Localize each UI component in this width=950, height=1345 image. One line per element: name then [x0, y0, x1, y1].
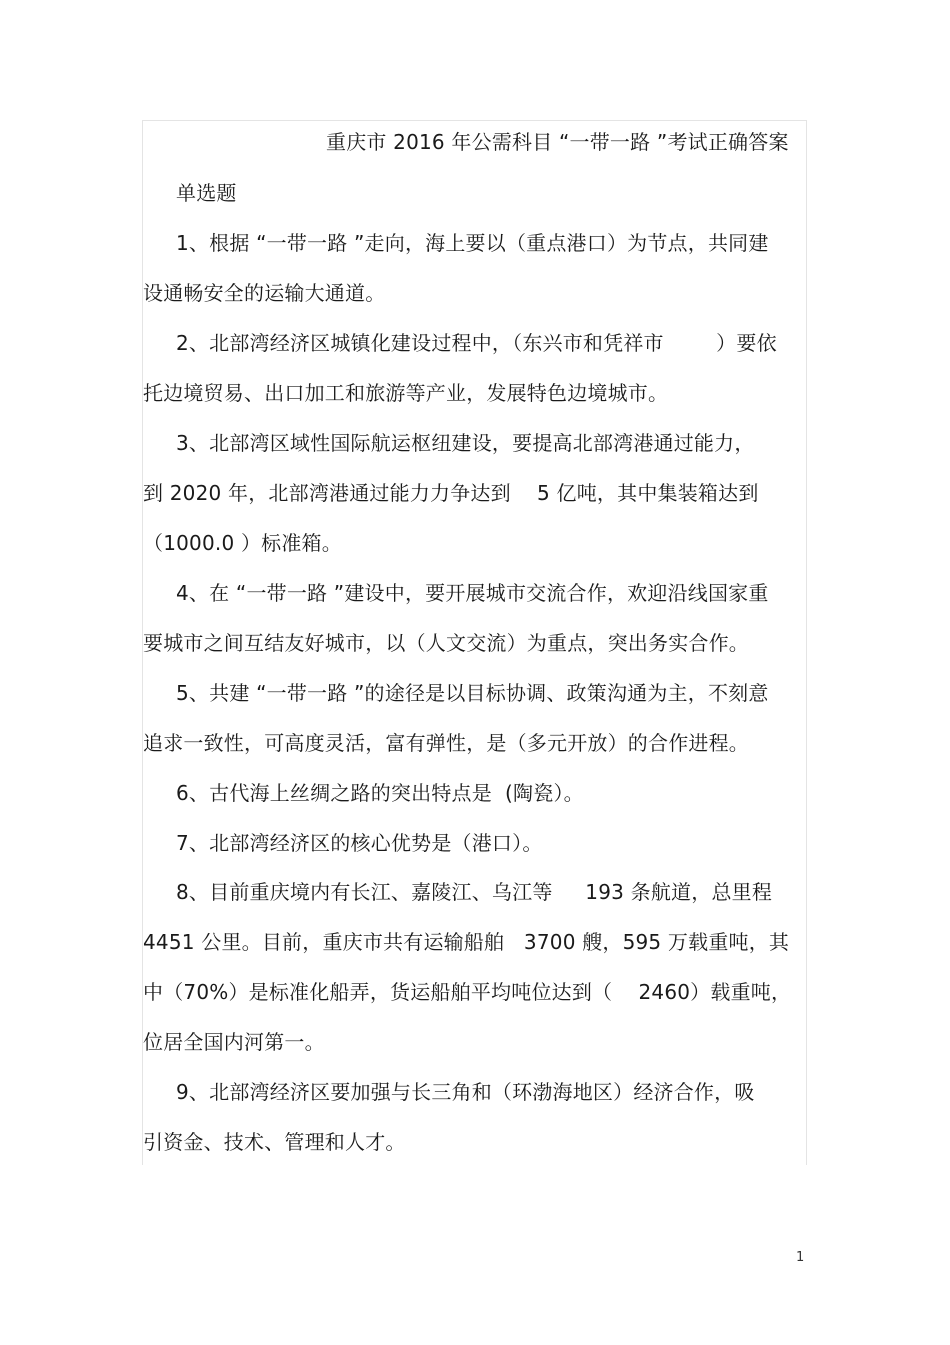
question-5-line-2: 追求一致性，可高度灵活，富有弹性，是（多元开放）的合作进程。 — [143, 731, 749, 755]
question-4-line-2: 要城市之间互结友好城市，以（人文交流）为重点，突出务实合作。 — [143, 631, 749, 655]
question-3-line-1: 3、北部湾区域性国际航运枢纽建设，要提高北部湾港通过能力， — [176, 431, 755, 455]
question-3-line-3: （1000.0 ）标准箱。 — [143, 531, 342, 555]
question-2-line-1: 2、北部湾经济区城镇化建设过程中，（东兴市和凭祥市 ）要依 — [176, 331, 777, 355]
question-3-line-2: 到 2020 年，北部湾港通过能力力争达到 5 亿吨，其中集装箱达到 — [143, 481, 759, 505]
question-2-line-2: 托边境贸易、出口加工和旅游等产业，发展特色边境城市。 — [143, 381, 669, 405]
question-6-line-1: 6、古代海上丝绸之路的突出特点是 (陶瓷）。 — [176, 781, 584, 805]
question-7-line-1: 7、北部湾经济区的核心优势是（港口）。 — [176, 831, 543, 855]
question-1-line-2: 设通畅安全的运输大通道。 — [143, 281, 386, 305]
page-number: 1 — [796, 1250, 805, 1265]
question-8-line-3: 中（70%）是标准化船弄，货运船舶平均吨位达到（ 2460）载重吨， — [143, 980, 792, 1004]
document-title: 重庆市 2016 年公需科目 “一带一路 ”考试正确答案 — [326, 130, 789, 154]
question-8-line-1: 8、目前重庆境内有长江、嘉陵江、乌江等 193 条航道，总里程 — [176, 880, 773, 904]
question-4-line-1: 4、在 “一带一路 ”建设中，要开展城市交流合作，欢迎沿线国家重 — [176, 581, 769, 605]
question-9-line-1: 9、北部湾经济区要加强与长三角和（环渤海地区）经济合作，吸 — [176, 1080, 755, 1104]
question-5-line-1: 5、共建 “一带一路 ”的途径是以目标协调、政策沟通为主，不刻意 — [176, 681, 769, 705]
section-heading: 单选题 — [176, 181, 237, 205]
question-9-line-2: 引资金、技术、管理和人才。 — [143, 1130, 406, 1154]
question-1-line-1: 1、根据 “一带一路 ”走向，海上要以（重点港口）为节点，共同建 — [176, 231, 769, 255]
question-8-line-4: 位居全国内河第一。 — [143, 1030, 325, 1054]
question-8-line-2: 4451 公里。目前，重庆市共有运输船舶 3700 艘，595 万载重吨，其 — [143, 930, 790, 954]
